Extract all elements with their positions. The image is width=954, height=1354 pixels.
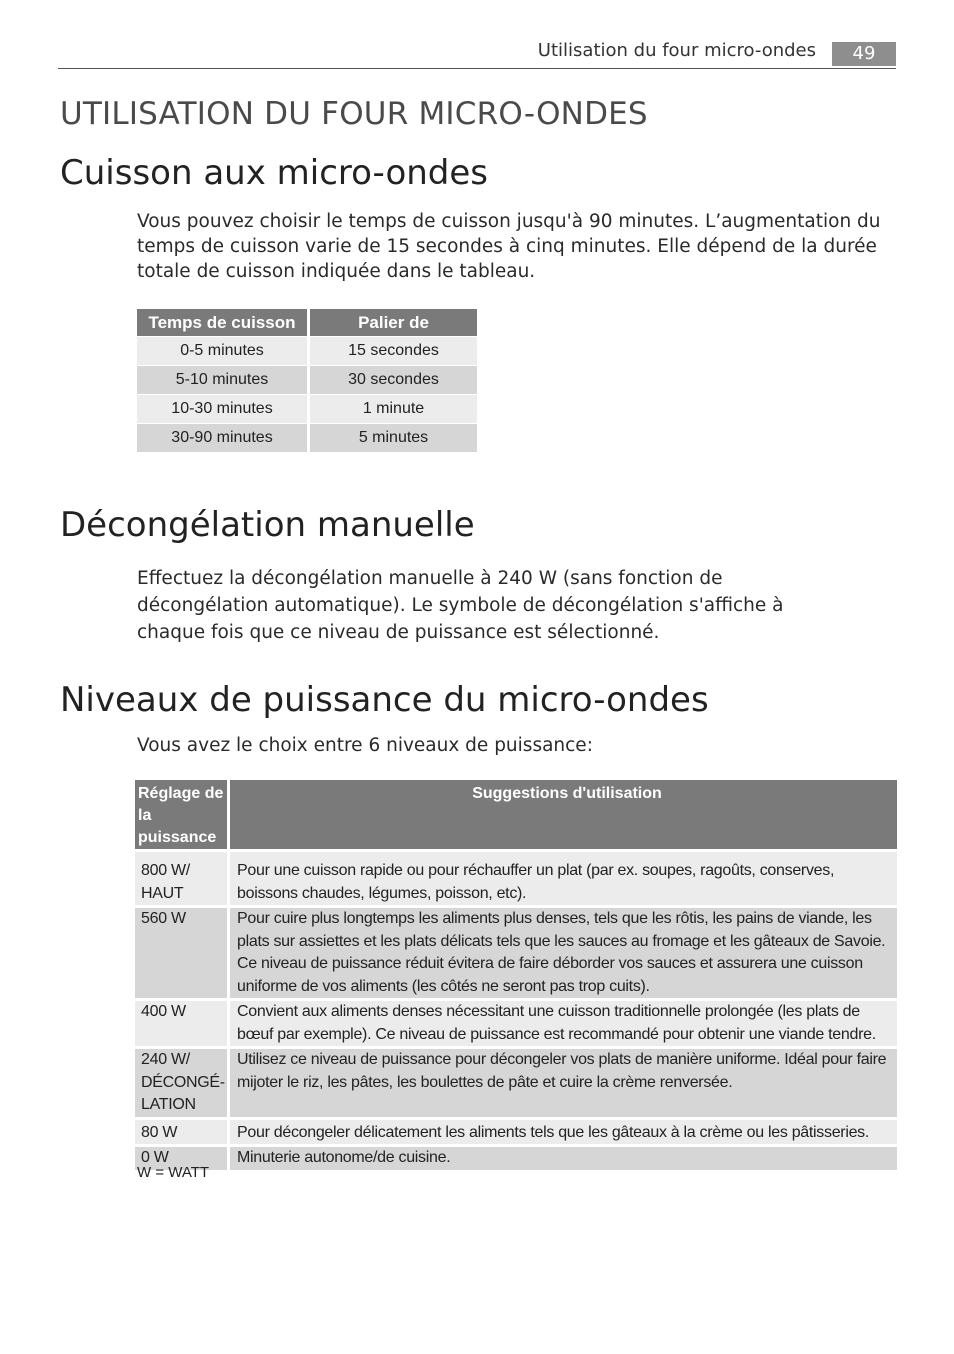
table-row bbox=[135, 998, 897, 1046]
table-cell: Convient aux aliments denses nécessitant une cuisson traditionnelle prolongée (les plats de bœuf par exemple). Ce niveau de puissance est recommandé pour obtenir une viande tendre. bbox=[230, 998, 897, 1046]
table-cell: 560 W bbox=[135, 905, 230, 998]
column-header-reglage: Réglage de la puissance bbox=[135, 780, 230, 849]
table-row bbox=[137, 336, 477, 365]
table-row bbox=[135, 849, 897, 905]
table-cell: 30 secondes bbox=[310, 365, 477, 394]
power-levels-table bbox=[135, 780, 897, 1170]
table-cell: 5 minutes bbox=[310, 423, 477, 452]
decongelation-heading: Décongélation manuelle bbox=[60, 505, 475, 545]
column-header-palier: Palier de bbox=[310, 309, 477, 336]
table-row bbox=[135, 1144, 897, 1170]
table-row bbox=[135, 905, 897, 998]
table-cell: Pour décongeler délicatement les aliments tels que les gâteaux à la crème ou les pâtisseries. bbox=[230, 1117, 897, 1145]
decongelation-paragraph: Effectuez la décongélation manuelle à 240 W (sans fonction de décongélation automatique). Le symbole de décongélation s'affiche à chaque fois que ce niveau de puissance est sélectionné. bbox=[137, 568, 784, 643]
niveaux-intro: Vous avez le choix entre 6 niveaux de puissance: bbox=[137, 735, 593, 756]
header-rule bbox=[58, 68, 896, 69]
unit-note: W = WATT bbox=[137, 1164, 210, 1181]
cuisson-heading: Cuisson aux micro-ondes bbox=[60, 153, 489, 193]
table-cell: Minuterie autonome/de cuisine. bbox=[230, 1144, 897, 1170]
table-cell: 1 minute bbox=[310, 394, 477, 423]
table-cell: 5-10 minutes bbox=[137, 365, 310, 394]
table-cell: 80 W bbox=[135, 1117, 230, 1145]
running-header-title: Utilisation du four micro-ondes bbox=[537, 40, 816, 61]
table-cell: 15 secondes bbox=[310, 336, 477, 365]
cuisson-paragraph: Vous pouvez choisir le temps de cuisson jusqu'à 90 minutes. L’augmentation du temps de cuisson varie de 15 secondes à cinq minutes. Elle dépend de la durée totale de cuisson indiquée dans le tableau. bbox=[137, 211, 881, 282]
page-number: 49 bbox=[832, 42, 896, 66]
table-cell: Utilisez ce niveau de puissance pour décongeler vos plats de manière uniforme. Idéal pour faire mijoter le riz, les pâtes, les boulettes de pâte et cuire la crème renversée. bbox=[230, 1046, 897, 1117]
table-cell: 10-30 minutes bbox=[137, 394, 310, 423]
table-header-row bbox=[137, 309, 477, 336]
niveaux-heading: Niveaux de puissance du micro-ondes bbox=[60, 680, 709, 720]
table-row bbox=[137, 365, 477, 394]
table-cell: 30-90 minutes bbox=[137, 423, 310, 452]
table-cell: 400 W bbox=[135, 998, 230, 1046]
table-cell: Pour cuire plus longtemps les aliments plus denses, tels que les rôtis, les pains de viande, les plats sur assiettes et les plats délicats tels que les sauces au fromage et les gâteaux de Savoie. Ce niveau de puissance réduit évitera de faire déborder vos sauces et assurera une cuisson uniforme de vos aliments (les côtés ne seront pas trop cuits). bbox=[230, 905, 897, 998]
table-header-row bbox=[135, 780, 897, 849]
table-row bbox=[135, 1117, 897, 1145]
table-cell: Pour une cuisson rapide ou pour réchauffer un plat (par ex. soupes, ragoûts, conserves, boissons chaudes, légumes, poisson, etc). bbox=[230, 849, 897, 905]
table-row bbox=[137, 423, 477, 452]
cooking-time-table bbox=[137, 309, 477, 452]
column-header-temps: Temps de cuisson bbox=[137, 309, 310, 336]
table-cell: 800 W/ HAUT bbox=[135, 849, 230, 905]
table-cell: 0 W bbox=[135, 1144, 230, 1170]
table-row bbox=[135, 1046, 897, 1117]
table-row bbox=[137, 394, 477, 423]
table-cell: 0-5 minutes bbox=[137, 336, 310, 365]
table-cell: 240 W/ DÉCONGÉ-LATION bbox=[135, 1046, 230, 1117]
column-header-suggestions: Suggestions d'utilisation bbox=[230, 780, 897, 849]
section-title: UTILISATION DU FOUR MICRO-ONDES bbox=[60, 96, 648, 132]
